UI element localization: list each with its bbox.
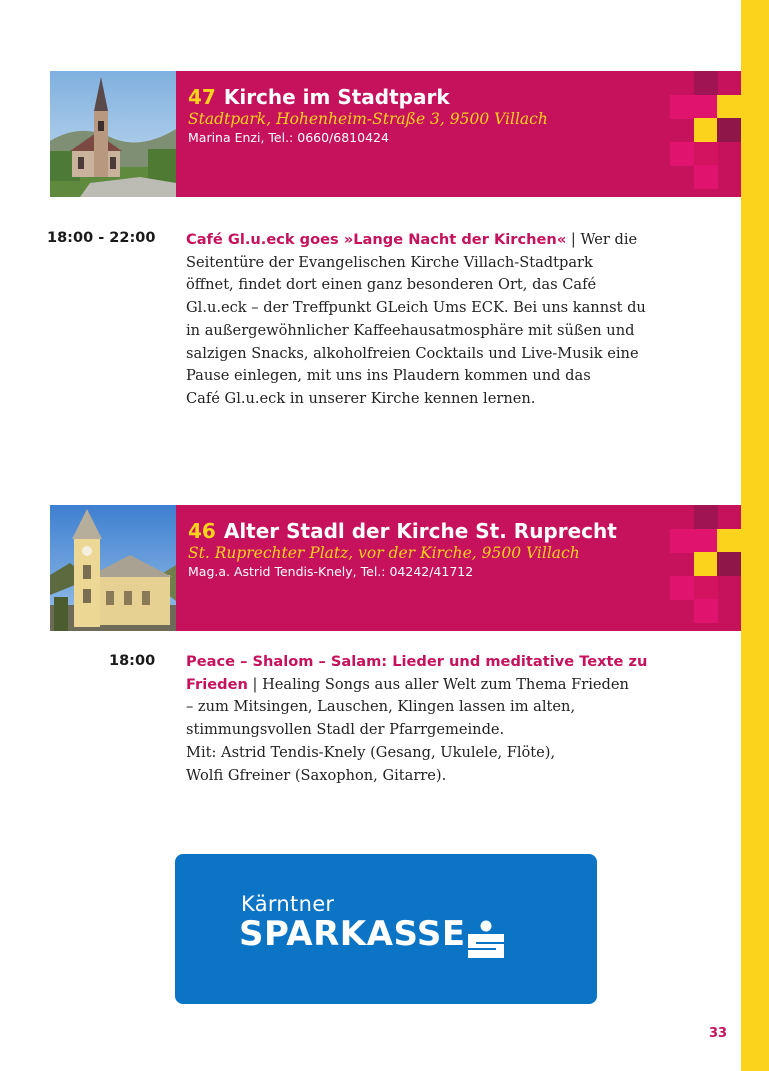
event-title-cont: Frieden [186, 675, 248, 693]
church-photo-stadtpark [50, 71, 176, 197]
event-time: 18:00 - 22:00 [47, 230, 156, 246]
entry-title-text-47: Kirche im Stadtpark [223, 85, 450, 109]
sponsor-line2: SPARKASSE [239, 914, 466, 954]
sparkasse-s-icon [466, 920, 506, 960]
page-edge-strip [741, 0, 769, 1071]
event-title: Café Gl.u.eck goes »Lange Nacht der Kirchen« [186, 231, 567, 248]
entry-contact-47: Marina Enzi, Tel.: 0660/6810424 [188, 130, 389, 145]
entry-title-47 [188, 85, 548, 109]
entry-header-47 [50, 71, 741, 197]
entry-title-text-46: Alter Stadl der Kirche St. Ruprecht [223, 519, 617, 543]
entry-title-46 [188, 519, 617, 543]
page-number: 33 [709, 1026, 728, 1041]
event-time: 18:00 [109, 653, 156, 669]
event-description-46: Peace – Shalom – Salam: Lieder und meditative Texte zu Frieden | Healing Songs aus aller Welt zum Thema Frieden – zum Mitsingen, Lauschen, Klingen lassen im alten, stimmungsvollen Stadl der Pfarrgemeinde. Mit: Astrid Tendis-Knely (Gesang, Ukulele, Flöte), Wolfi Gfreiner (Saxophon, Gitarre). [186, 653, 648, 784]
entry-header-46 [50, 505, 741, 631]
sponsor-logo-kaerntner-sparkasse [175, 854, 597, 1004]
entry-address-47: Stadtpark, Hohenheim-Straße 3, 9500 Villach [188, 110, 548, 128]
pixel-decoration [670, 505, 741, 631]
entry-number-47: 47 [188, 85, 216, 109]
entry-contact-46: Mag.a. Astrid Tendis-Knely, Tel.: 04242/41712 [188, 564, 474, 579]
entry-address-46: St. Ruprechter Platz, vor der Kirche, 9500 Villach [188, 544, 580, 562]
event-title: Peace – Shalom – Salam: Lieder und meditative Texte zu [186, 653, 648, 670]
pixel-decoration [670, 71, 741, 197]
entry-number-46: 46 [188, 519, 216, 543]
church-photo-st-ruprecht [50, 505, 176, 631]
event-description-47: Café Gl.u.eck goes »Lange Nacht der Kirchen« | Wer die Seitentüre der Evangelischen Kirche Villach-Stadtpark öffnet, findet dort einen ganz besonderen Ort, das Café Gl.u.eck – der Treffpunkt GLeich Ums ECK. Bei uns kannst du in außergewöhnlicher Kaffeehausatmosphäre mit süßen und salzigen Snacks, alkoholfreien Cocktails und Live-Musik eine Pause einlegen, mit uns ins Plaudern kommen und das Café Gl.u.eck in unserer Kirche kennen lernen. [186, 231, 646, 407]
sponsor-line1: Kärntner [241, 892, 335, 916]
